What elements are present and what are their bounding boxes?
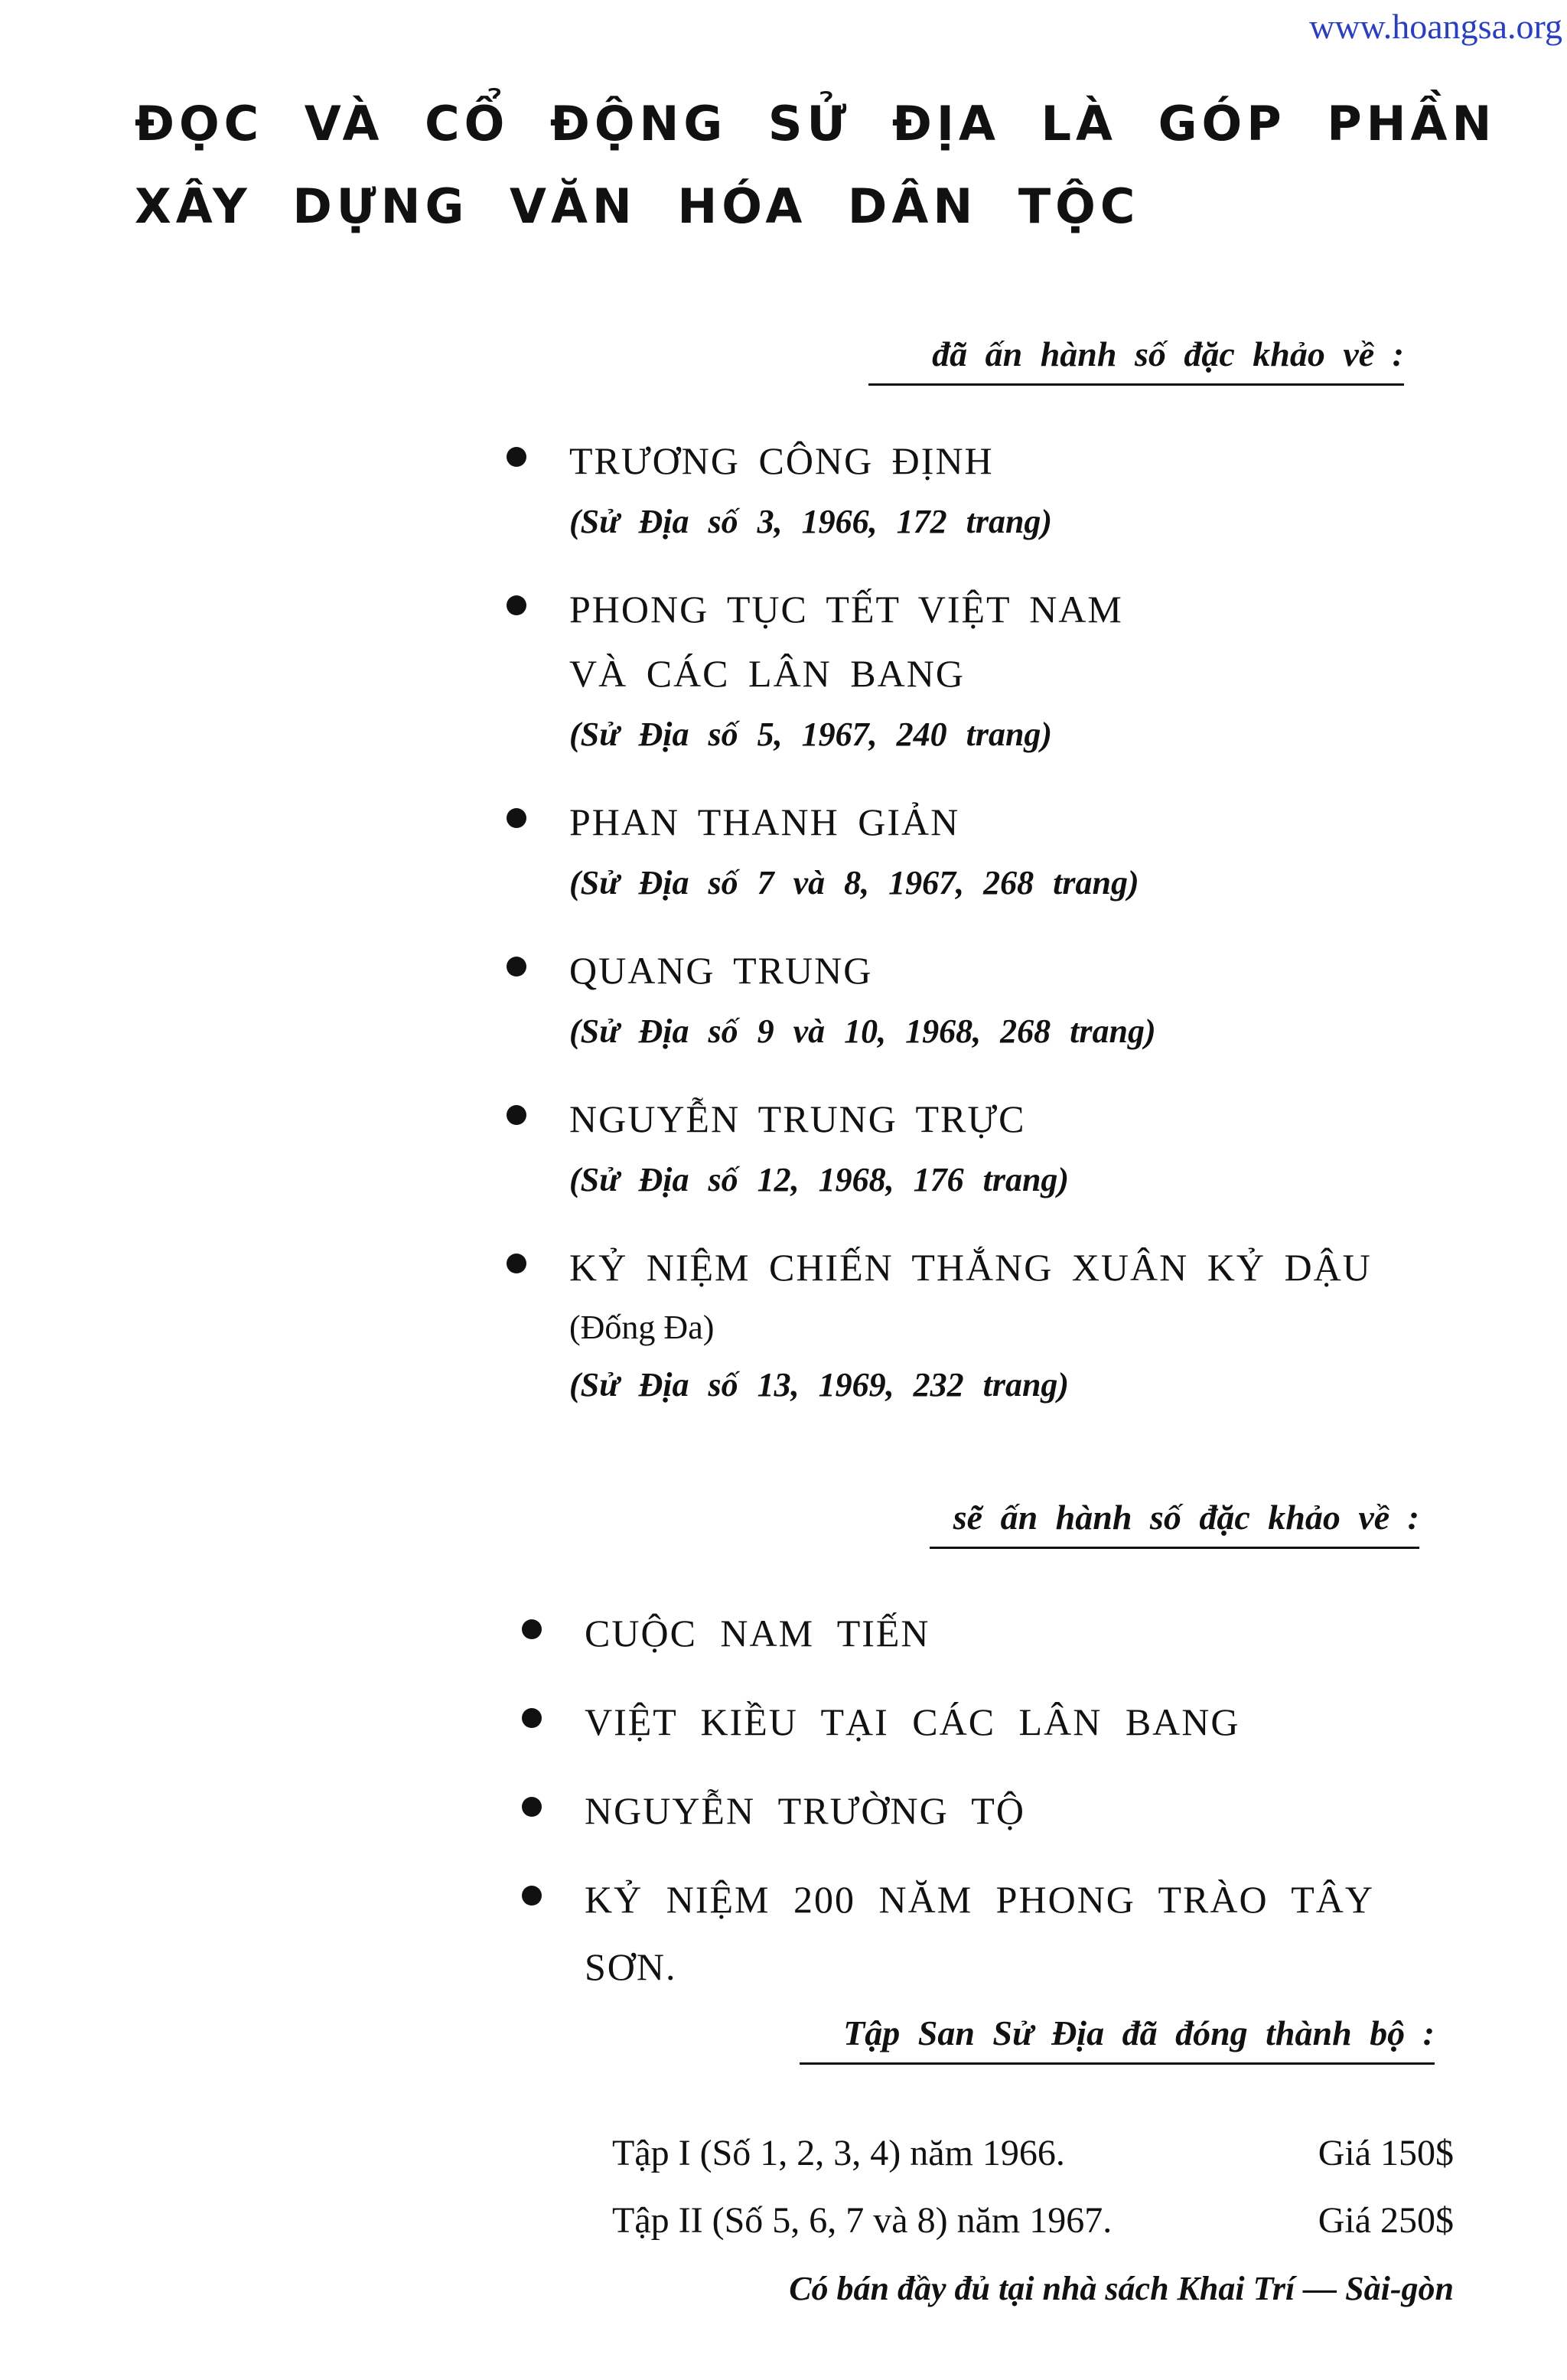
- bullet-icon: [507, 808, 526, 828]
- headline-line-1: ĐỌC VÀ CỔ ĐỘNG SỬ ĐỊA LÀ GÓP PHẦN: [135, 96, 1497, 152]
- upcoming-title: CUỘC NAM TIẾN: [585, 1612, 930, 1655]
- book-note: (Đống Đa): [569, 1309, 715, 1346]
- bullet-icon: [507, 595, 526, 615]
- list-item: [505, 1599, 1469, 1667]
- book-info: (Sử Địa số 12, 1968, 176 trang): [569, 1161, 1070, 1198]
- list-item: [490, 429, 1454, 551]
- upcoming-title: VIỆT KIỀU TẠI CÁC LÂN BANG: [585, 1700, 1240, 1743]
- book-title: QUANG TRUNG: [569, 949, 873, 992]
- list-item: [505, 1866, 1469, 2000]
- book-title: PHONG TỤC TẾT VIỆT NAM: [569, 588, 1123, 631]
- bullet-icon: [507, 447, 526, 467]
- book-info: (Sử Địa số 13, 1969, 232 trang): [569, 1366, 1070, 1404]
- bound-volumes-heading: Tập San Sử Địa đã đóng thành bộ :: [800, 2013, 1435, 2065]
- bullet-icon: [522, 1708, 542, 1728]
- book-title: NGUYỄN TRUNG TRỰC: [569, 1097, 1026, 1140]
- list-item: [490, 938, 1454, 1061]
- volume-price: Giá 250$: [1318, 2200, 1454, 2241]
- published-list: [490, 429, 1454, 1440]
- published-section-heading: đã ấn hành số đặc khảo về :: [868, 334, 1404, 386]
- bullet-icon: [522, 1797, 542, 1817]
- list-item: [490, 577, 1454, 764]
- bullet-icon: [507, 957, 526, 976]
- book-title: PHAN THANH GIẢN: [569, 800, 960, 843]
- book-title: TRƯƠNG CÔNG ĐỊNH: [569, 439, 994, 482]
- availability-note: Có bán đầy đủ tại nhà sách Khai Trí — Sài-gòn: [789, 2270, 1454, 2307]
- list-item: [505, 1777, 1469, 1844]
- book-info: (Sử Địa số 9 và 10, 1968, 268 trang): [569, 1012, 1156, 1050]
- bullet-icon: [507, 1105, 526, 1125]
- upcoming-list: [505, 1599, 1469, 2022]
- list-item: [505, 1688, 1469, 1756]
- volume-row: [612, 2187, 1454, 2254]
- list-item: [490, 790, 1454, 912]
- upcoming-title-continued: SƠN.: [585, 1945, 677, 1988]
- volume-row: [612, 2120, 1454, 2187]
- list-item: [490, 1235, 1454, 1414]
- upcoming-section-heading: sẽ ấn hành số đặc khảo về :: [930, 1497, 1419, 1549]
- book-info: (Sử Địa số 7 và 8, 1967, 268 trang): [569, 864, 1139, 901]
- bullet-icon: [507, 1254, 526, 1273]
- volume-price: Giá 150$: [1318, 2133, 1454, 2173]
- bound-volumes: [612, 2120, 1454, 2323]
- book-info: (Sử Địa số 5, 1967, 240 trang): [569, 716, 1053, 753]
- upcoming-title: NGUYỄN TRƯỜNG TỘ: [585, 1789, 1025, 1832]
- book-info: (Sử Địa số 3, 1966, 172 trang): [569, 503, 1053, 540]
- headline-line-2: XÂY DỰNG VĂN HÓA DÂN TỘC: [135, 178, 1140, 234]
- upcoming-title: KỶ NIỆM 200 NĂM PHONG TRÀO TÂY: [585, 1878, 1374, 1921]
- list-item: [490, 1087, 1454, 1209]
- page-headline: [135, 83, 1497, 248]
- volume-description: Tập II (Số 5, 6, 7 và 8) năm 1967.: [612, 2200, 1113, 2241]
- bullet-icon: [522, 1886, 542, 1906]
- book-title: KỶ NIỆM CHIẾN THẮNG XUÂN KỶ DẬU: [569, 1246, 1372, 1289]
- volume-description: Tập I (Số 1, 2, 3, 4) năm 1966.: [612, 2133, 1065, 2173]
- watermark-url: www.hoangsa.org: [1309, 7, 1562, 46]
- book-title-continued: VÀ CÁC LÂN BANG: [569, 652, 965, 695]
- bullet-icon: [522, 1619, 542, 1639]
